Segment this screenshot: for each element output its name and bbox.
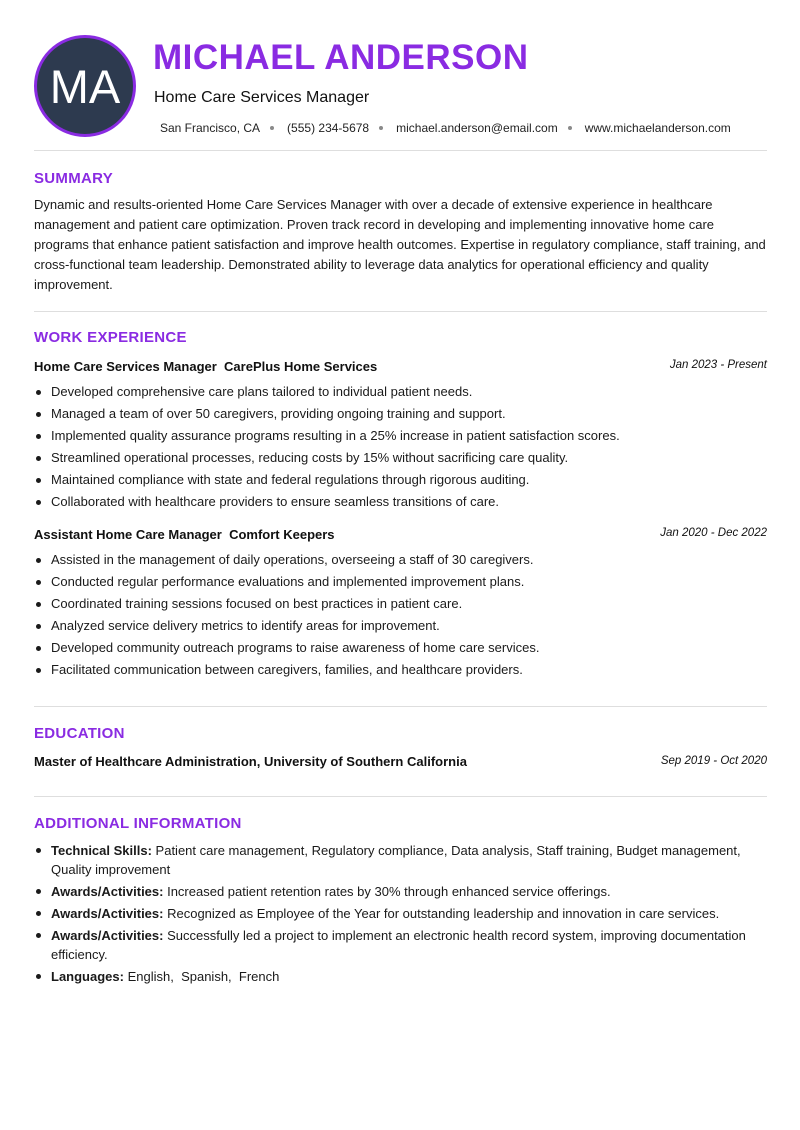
candidate-name: MICHAEL ANDERSON: [153, 38, 529, 77]
job-dates: Jan 2023 - Present: [669, 359, 767, 371]
separator-dot-icon: [379, 126, 383, 130]
section-divider: [34, 796, 767, 797]
summary-heading: SUMMARY: [34, 170, 114, 187]
list-item: [34, 904, 767, 923]
degree-title: Master of Healthcare Administration, University of Southern California: [34, 754, 467, 769]
list-item: Developed comprehensive care plans tailored to individual patient needs.: [34, 381, 767, 403]
contact-phone[interactable]: (555) 234-5678: [287, 121, 370, 135]
info-text: Recognized as Employee of the Year for outstanding leadership and innovation in care services.: [167, 906, 720, 921]
list-item: [34, 967, 767, 986]
contact-email[interactable]: michael.anderson@email.com: [396, 121, 558, 135]
contact-website[interactable]: www.michaelanderson.com: [584, 121, 731, 135]
contact-location: San Francisco, CA: [160, 121, 261, 135]
info-text: Successfully led a project to implement an electronic health record system, improving documentation efficiency.: [51, 928, 746, 962]
list-item: Conducted regular performance evaluations and implemented improvement plans.: [34, 571, 767, 593]
summary-text: Dynamic and results-oriented Home Care Services Manager with over a decade of extensive experience in healthcare management and patient care optimization. Proven track record in developing and implementing innovative home care programs that enhance patient satisfaction and improve health outcomes. Expertise in regulatory compliance, staff training, and cross-functional team leadership. Demonstrated ability to leverage data analytics for operational efficiency and quality improvement.: [34, 197, 766, 292]
separator-dot-icon: [270, 126, 274, 130]
list-item: Managed a team of over 50 caregivers, providing ongoing training and support.: [34, 403, 767, 425]
avatar-initials: MA: [49, 59, 121, 113]
list-item: Streamlined operational processes, reducing costs by 15% without sacrificing care quality.: [34, 447, 767, 469]
list-item: Maintained compliance with state and federal regulations through rigorous auditing.: [34, 469, 767, 491]
section-divider: [34, 150, 767, 151]
list-item: Analyzed service delivery metrics to identify areas for improvement.: [34, 615, 767, 637]
list-item: Coordinated training sessions focused on best practices in patient care.: [34, 593, 767, 615]
list-item: Assisted in the management of daily operations, overseeing a staff of 30 caregivers.: [34, 549, 767, 571]
job-bullets: [34, 381, 767, 513]
info-text: Increased patient retention rates by 30% through enhanced service offerings.: [167, 884, 611, 899]
list-item: Implemented quality assurance programs resulting in a 25% increase in patient satisfaction scores.: [34, 425, 767, 447]
experience-heading: WORK EXPERIENCE: [34, 329, 187, 346]
job-dates: Jan 2020 - Dec 2022: [660, 527, 767, 539]
separator-dot-icon: [568, 126, 572, 130]
info-text: English, Spanish, French: [127, 969, 280, 984]
education-dates: Sep 2019 - Oct 2020: [660, 755, 767, 767]
info-label: Awards/Activities:: [51, 928, 164, 943]
contact-bar: [160, 121, 731, 135]
info-label: Technical Skills:: [51, 843, 152, 858]
info-label: Awards/Activities:: [51, 906, 164, 921]
education-entry: [34, 754, 767, 769]
candidate-title: Home Care Services Manager: [154, 89, 370, 106]
education-heading: EDUCATION: [34, 725, 125, 742]
avatar: [34, 35, 136, 137]
job-title: Assistant Home Care Manager Comfort Keepers: [34, 527, 335, 542]
list-item: Collaborated with healthcare providers to ensure seamless transitions of care.: [34, 491, 767, 513]
section-divider: [34, 706, 767, 707]
list-item: Developed community outreach programs to raise awareness of home care services.: [34, 637, 767, 659]
list-item: [34, 882, 767, 901]
job-bullets: [34, 549, 767, 681]
list-item: [34, 926, 767, 964]
additional-list: [34, 841, 767, 989]
list-item: Facilitated communication between caregivers, families, and healthcare providers.: [34, 659, 767, 681]
info-text: Patient care management, Regulatory compliance, Data analysis, Staff training, Budget management, Quality improvement: [51, 843, 741, 877]
info-label: Languages:: [51, 969, 124, 984]
info-label: Awards/Activities:: [51, 884, 164, 899]
job-header: [34, 359, 767, 374]
list-item: [34, 841, 767, 879]
section-divider: [34, 311, 767, 312]
additional-heading: ADDITIONAL INFORMATION: [34, 815, 242, 832]
job-title: Home Care Services Manager CarePlus Home Services: [34, 359, 378, 374]
job-header: [34, 527, 767, 542]
